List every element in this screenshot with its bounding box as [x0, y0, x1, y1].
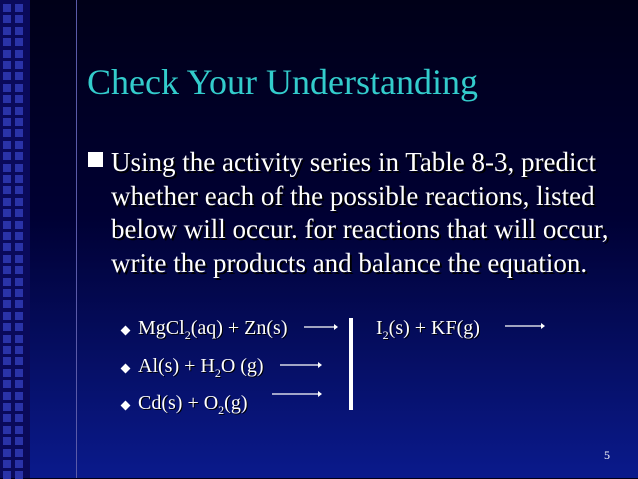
decorative-square — [15, 335, 23, 343]
page-number: 5 — [604, 448, 610, 462]
diamond-bullet-icon — [121, 401, 131, 411]
reaction-arrow-icon — [272, 389, 322, 399]
decorative-square — [3, 221, 11, 229]
decorative-square — [3, 346, 11, 354]
decorative-square — [3, 141, 11, 149]
decorative-square — [3, 266, 11, 274]
decorative-square — [15, 84, 23, 92]
decorative-square — [15, 392, 23, 400]
decorative-square — [3, 175, 11, 183]
decorative-square — [3, 392, 11, 400]
decorative-square — [15, 72, 23, 80]
decorative-square — [3, 164, 11, 172]
decorative-square — [3, 312, 11, 320]
decorative-square — [3, 323, 11, 331]
decorative-square — [15, 232, 23, 240]
decorative-square — [15, 129, 23, 137]
left-decorative-band — [0, 0, 30, 478]
decorative-square — [15, 437, 23, 445]
decorative-square — [15, 414, 23, 422]
decorative-square — [15, 50, 23, 58]
decorative-square — [3, 129, 11, 137]
decorative-square — [15, 357, 23, 365]
reaction-4 — [376, 317, 480, 343]
decorative-square — [15, 380, 23, 388]
decorative-square — [15, 323, 23, 331]
decorative-square — [3, 61, 11, 69]
reaction-1-part-b: (aq) + Zn(s) — [190, 317, 288, 339]
decorative-square — [3, 107, 11, 115]
decorative-square — [15, 426, 23, 434]
decorative-square — [15, 209, 23, 217]
decorative-square — [3, 437, 11, 445]
decorative-square — [3, 27, 11, 35]
decorative-square — [3, 403, 11, 411]
diamond-bullet-icon — [121, 326, 131, 336]
decorative-square — [15, 300, 23, 308]
decorative-square — [3, 4, 11, 12]
decorative-square — [15, 175, 23, 183]
diamond-bullet-icon — [121, 364, 131, 374]
decorative-square — [3, 380, 11, 388]
reaction-4-part-b: (s) + KF(g) — [388, 317, 480, 339]
decorative-square — [3, 335, 11, 343]
decorative-square — [15, 15, 23, 23]
decorative-square — [3, 255, 11, 263]
decorative-square — [15, 312, 23, 320]
decorative-square — [3, 72, 11, 80]
decorative-square — [3, 198, 11, 206]
decorative-square — [3, 414, 11, 422]
reaction-arrow-icon — [304, 322, 338, 332]
decorative-square — [15, 346, 23, 354]
reaction-arrow-icon — [505, 321, 545, 331]
reaction-3-subscript: 2 — [218, 403, 225, 417]
reaction-2 — [138, 355, 264, 381]
decorative-square — [3, 15, 11, 23]
reaction-2-part-a: Al(s) + H — [138, 355, 215, 377]
decorative-square — [3, 84, 11, 92]
reaction-1-part-a: MgCl — [138, 317, 185, 339]
decorative-square — [3, 369, 11, 377]
decorative-square — [15, 38, 23, 46]
decorative-square — [15, 278, 23, 286]
decorative-square — [3, 243, 11, 251]
reaction-arrow-icon — [280, 360, 322, 370]
decorative-square — [15, 198, 23, 206]
slide-title: Check Your Understanding — [87, 62, 478, 102]
decorative-square — [3, 118, 11, 126]
decorative-square — [15, 460, 23, 468]
decorative-square — [15, 255, 23, 263]
decorative-square — [15, 221, 23, 229]
decorative-square — [3, 186, 11, 194]
decorative-squares — [3, 0, 27, 478]
decorative-square — [3, 209, 11, 217]
reaction-3 — [138, 392, 248, 418]
square-bullet-icon — [88, 152, 103, 167]
reaction-2-subscript: 2 — [214, 366, 221, 380]
decorative-square — [15, 118, 23, 126]
decorative-square — [15, 107, 23, 115]
decorative-square — [3, 50, 11, 58]
decorative-square — [15, 61, 23, 69]
reaction-1-subscript: 2 — [184, 328, 191, 342]
reaction-4-part-a: I — [376, 317, 383, 339]
decorative-square — [15, 403, 23, 411]
reaction-1 — [138, 317, 287, 343]
decorative-square — [3, 426, 11, 434]
decorative-square — [15, 95, 23, 103]
decorative-square — [15, 449, 23, 457]
decorative-square — [3, 289, 11, 297]
decorative-square — [3, 300, 11, 308]
decorative-square — [3, 449, 11, 457]
reactions-separator — [349, 318, 353, 410]
reaction-3-part-b: (g) — [224, 392, 248, 414]
decorative-square — [3, 232, 11, 240]
decorative-square — [15, 27, 23, 35]
decorative-square — [15, 164, 23, 172]
decorative-square — [3, 152, 11, 160]
reaction-3-part-a: Cd(s) + O — [138, 392, 219, 414]
decorative-square — [15, 289, 23, 297]
reaction-4-subscript: 2 — [382, 328, 389, 342]
decorative-square — [3, 357, 11, 365]
decorative-square — [15, 369, 23, 377]
decorative-square — [3, 38, 11, 46]
decorative-square — [15, 4, 23, 12]
decorative-square — [15, 186, 23, 194]
decorative-square — [15, 141, 23, 149]
decorative-square — [3, 460, 11, 468]
main-bullet-text: Using the activity series in Table 8-3, predict whether each of the possible reactions, listed below will occur. for reactions that will occur, write the products and balance the equation. — [111, 147, 609, 278]
decorative-square — [15, 266, 23, 274]
decorative-square — [3, 278, 11, 286]
vertical-divider-line — [76, 0, 77, 478]
decorative-square — [15, 243, 23, 251]
reaction-2-part-b: O (g) — [220, 355, 264, 377]
decorative-square — [15, 152, 23, 160]
decorative-square — [3, 95, 11, 103]
